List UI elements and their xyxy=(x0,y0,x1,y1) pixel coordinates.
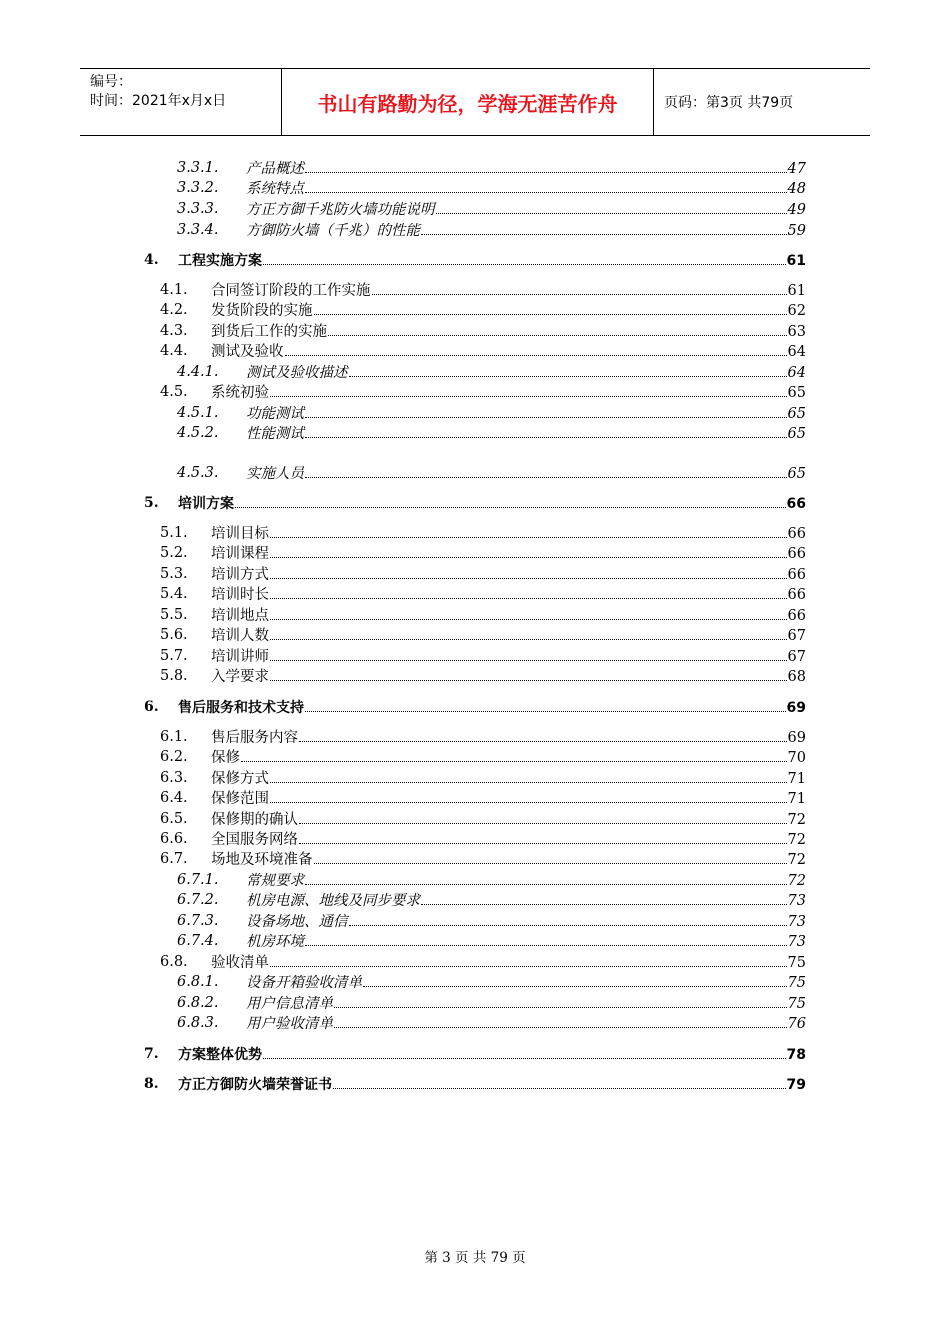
toc-entry[interactable] xyxy=(0,993,950,1013)
toc-entry-title: 功能测试 xyxy=(246,406,304,422)
toc-entry-line xyxy=(246,178,806,199)
toc-leader-dots xyxy=(349,911,787,926)
toc-entry[interactable] xyxy=(0,403,950,423)
toc-entry[interactable] xyxy=(0,1013,950,1033)
toc-entry[interactable] xyxy=(0,158,950,178)
toc-entry[interactable] xyxy=(0,220,950,240)
toc-entry-number: 4.1. xyxy=(160,282,188,298)
toc-entry-number: 5.4. xyxy=(160,586,188,602)
toc-leader-dots xyxy=(241,747,787,762)
toc-leader-dots xyxy=(305,403,787,418)
toc-entry-line xyxy=(246,911,806,932)
toc-entry-line xyxy=(246,870,806,891)
toc-entry[interactable] xyxy=(0,666,950,686)
toc-entry-number: 4. xyxy=(144,252,159,268)
toc-entry-line xyxy=(246,972,806,993)
toc-leader-dots xyxy=(235,493,786,508)
toc-entry-page: 62 xyxy=(787,303,806,319)
toc-entry-title: 设备开箱验收清单 xyxy=(246,975,362,991)
toc-entry-title: 全国服务网络 xyxy=(211,832,298,848)
toc-entry-title: 方正方御千兆防火墙功能说明 xyxy=(246,202,435,218)
toc-entry-number: 5.2. xyxy=(160,545,188,561)
toc-entry[interactable] xyxy=(0,625,950,645)
toc-entry-line xyxy=(211,849,806,870)
toc-entry-number: 8. xyxy=(144,1076,159,1092)
toc-entry-title: 入学要求 xyxy=(211,669,269,685)
toc-entry-line xyxy=(211,321,806,342)
toc-entry-number: 4.4.1. xyxy=(177,364,219,380)
toc-entry-number: 6.7.1. xyxy=(177,872,219,888)
toc-entry[interactable] xyxy=(0,646,950,666)
toc-leader-dots xyxy=(421,220,787,235)
toc-entry-page: 63 xyxy=(787,324,806,340)
toc-entry-number: 7. xyxy=(144,1046,159,1062)
toc-entry-page: 61 xyxy=(787,283,806,299)
toc-entry-number: 5.3. xyxy=(160,566,188,582)
toc-entry[interactable] xyxy=(0,382,950,402)
toc-leader-dots xyxy=(270,382,787,397)
toc-entry-page: 65 xyxy=(787,385,806,401)
toc-entry-line xyxy=(211,747,806,768)
toc-entry[interactable] xyxy=(0,1074,950,1094)
toc-entry-line xyxy=(178,1044,806,1065)
toc-entry-title: 机房环境 xyxy=(246,934,304,950)
toc-entry-line xyxy=(178,250,806,271)
toc-entry[interactable] xyxy=(0,199,950,219)
toc-leader-dots xyxy=(270,625,787,640)
toc-entry[interactable] xyxy=(0,697,950,717)
toc-entry-line xyxy=(211,280,806,301)
toc-entry-page: 67 xyxy=(787,649,806,665)
toc-entry-number: 6.8. xyxy=(160,954,188,970)
toc-leader-dots xyxy=(270,564,787,579)
toc-entry[interactable] xyxy=(0,952,950,972)
toc-entry-title: 保修 xyxy=(211,750,240,766)
toc-leader-dots xyxy=(305,463,787,478)
toc-entry-number: 6. xyxy=(144,699,159,715)
toc-entry[interactable] xyxy=(0,341,950,361)
toc-entry-line xyxy=(246,403,806,424)
toc-entry-title: 培训讲师 xyxy=(211,649,269,665)
toc-entry-number: 6.7.2. xyxy=(177,892,219,908)
toc-entry-title: 方御防火墙（千兆）的性能 xyxy=(246,223,420,239)
toc-leader-dots xyxy=(436,199,787,214)
toc-entry[interactable] xyxy=(0,788,950,808)
toc-entry-line xyxy=(246,158,806,179)
toc-entry-page: 66 xyxy=(786,496,806,512)
toc-entry-page: 65 xyxy=(787,426,806,442)
toc-leader-dots xyxy=(285,341,787,356)
toc-entry-number: 3.3.2. xyxy=(177,180,219,196)
toc-leader-dots xyxy=(299,829,787,844)
toc-entry-line xyxy=(246,199,806,220)
toc-leader-dots xyxy=(314,300,787,315)
toc-entry[interactable] xyxy=(0,809,950,829)
toc-entry-number: 6.4. xyxy=(160,790,188,806)
toc-entry-page: 72 xyxy=(787,873,806,889)
toc-entry-number: 4.5. xyxy=(160,384,188,400)
toc-entry[interactable] xyxy=(0,362,950,382)
toc-entry-line xyxy=(211,809,806,830)
toc-entry-page: 47 xyxy=(787,161,806,177)
page-header xyxy=(80,68,870,136)
toc-entry[interactable] xyxy=(0,972,950,992)
toc-leader-dots xyxy=(270,666,787,681)
toc-entry-line xyxy=(246,220,806,241)
toc-entry-title: 到货后工作的实施 xyxy=(211,324,327,340)
toc-entry-number: 4.4. xyxy=(160,343,188,359)
toc-entry-page: 75 xyxy=(787,996,806,1012)
toc-leader-dots xyxy=(305,423,787,438)
toc-entry[interactable] xyxy=(0,829,950,849)
toc-entry-page: 66 xyxy=(787,526,806,542)
toc-entry-page: 73 xyxy=(787,893,806,909)
toc-leader-dots xyxy=(299,809,787,824)
toc-entry-title: 实施人员 xyxy=(246,466,304,482)
toc-entry-title: 培训方案 xyxy=(178,496,234,512)
toc-entry-title: 系统初验 xyxy=(211,385,269,401)
toc-entry[interactable] xyxy=(0,463,950,483)
toc-entry-title: 设备场地、通信 xyxy=(246,914,348,930)
toc-entry[interactable] xyxy=(0,911,950,931)
toc-entry-page: 59 xyxy=(787,223,806,239)
toc-leader-dots xyxy=(349,362,787,377)
toc-entry-page: 66 xyxy=(787,608,806,624)
toc-entry[interactable] xyxy=(0,727,950,747)
document-code-label: 编号： xyxy=(90,74,132,90)
toc-entry-title: 培训人数 xyxy=(211,628,269,644)
toc-entry-page: 61 xyxy=(786,253,806,269)
toc-leader-dots xyxy=(314,849,787,864)
toc-entry-title: 培训目标 xyxy=(211,526,269,542)
toc-entry-number: 5.1. xyxy=(160,525,188,541)
toc-entry-title: 保修期的确认 xyxy=(211,812,298,828)
toc-entry-page: 48 xyxy=(787,181,806,197)
toc-entry-page: 66 xyxy=(787,567,806,583)
toc-entry-number: 5. xyxy=(144,495,159,511)
toc-leader-dots xyxy=(270,788,787,803)
toc-entry-line xyxy=(211,788,806,809)
toc-entry-line xyxy=(211,584,806,605)
toc-entry-title: 用户验收清单 xyxy=(246,1016,333,1032)
toc-entry-line xyxy=(246,931,806,952)
toc-entry-page: 69 xyxy=(786,700,806,716)
toc-entry-page: 76 xyxy=(787,1016,806,1032)
toc-entry-number: 3.3.3. xyxy=(177,201,219,217)
toc-entry-title: 验收清单 xyxy=(211,955,269,971)
toc-entry-line xyxy=(246,1013,806,1034)
toc-entry[interactable] xyxy=(0,768,950,788)
toc-entry-number: 6.3. xyxy=(160,770,188,786)
toc-entry-page: 73 xyxy=(787,914,806,930)
toc-entry-line xyxy=(246,890,806,911)
toc-entry-title: 培训地点 xyxy=(211,608,269,624)
toc-entry-number: 6.8.3. xyxy=(177,1015,219,1031)
toc-entry-page: 72 xyxy=(787,832,806,848)
toc-leader-dots xyxy=(270,584,787,599)
toc-entry-line xyxy=(211,952,806,973)
toc-entry-page: 65 xyxy=(787,466,806,482)
toc-entry-title: 常规要求 xyxy=(246,873,304,889)
toc-entry[interactable] xyxy=(0,564,950,584)
toc-entry-page: 71 xyxy=(787,771,806,787)
toc-entry-title: 培训课程 xyxy=(211,546,269,562)
toc-entry-line xyxy=(178,493,806,514)
toc-entry[interactable] xyxy=(0,543,950,563)
toc-entry-title: 保修方式 xyxy=(211,771,269,787)
toc-entry-title: 售后服务和技术支持 xyxy=(178,700,304,716)
toc-leader-dots xyxy=(270,543,787,558)
toc-entry-title: 产品概述 xyxy=(246,161,304,177)
toc-entry-line xyxy=(211,646,806,667)
header-meta xyxy=(80,69,281,135)
toc-entry-page: 49 xyxy=(787,202,806,218)
toc-entry[interactable] xyxy=(0,1044,950,1064)
toc-leader-dots xyxy=(334,993,787,1008)
toc-entry-title: 测试及验收 xyxy=(211,344,284,360)
toc-entry-line xyxy=(178,1074,806,1095)
toc-entry-number: 3.3.1. xyxy=(177,160,219,176)
toc-entry-title: 培训方式 xyxy=(211,567,269,583)
toc-entry-number: 6.1. xyxy=(160,729,188,745)
toc-entry-number: 6.2. xyxy=(160,749,188,765)
toc-entry-page: 66 xyxy=(787,546,806,562)
toc-entry-number: 6.7. xyxy=(160,851,188,867)
toc-entry-line xyxy=(178,697,806,718)
header-page-info: 页码：第3页 共79页 xyxy=(664,95,794,111)
toc-leader-dots xyxy=(333,1074,786,1089)
toc-entry-page: 78 xyxy=(786,1047,806,1063)
toc-leader-dots xyxy=(305,697,786,712)
toc-leader-dots xyxy=(328,321,787,336)
toc-entry-line xyxy=(211,523,806,544)
toc-entry-title: 系统特点 xyxy=(246,181,304,197)
toc-entry-line xyxy=(211,300,806,321)
toc-entry-page: 68 xyxy=(787,669,806,685)
toc-leader-dots xyxy=(299,727,787,742)
toc-entry[interactable] xyxy=(0,280,950,300)
toc-entry-page: 75 xyxy=(787,975,806,991)
toc-entry-number: 6.8.2. xyxy=(177,995,219,1011)
toc-leader-dots xyxy=(421,890,787,905)
toc-leader-dots xyxy=(270,605,787,620)
toc-leader-dots xyxy=(305,158,787,173)
toc-entry-line xyxy=(211,543,806,564)
toc-entry-page: 64 xyxy=(787,344,806,360)
toc-entry[interactable] xyxy=(0,493,950,513)
toc-leader-dots xyxy=(305,931,787,946)
toc-entry-title: 工程实施方案 xyxy=(178,253,262,269)
toc-entry-page: 72 xyxy=(787,852,806,868)
toc-leader-dots xyxy=(270,646,787,661)
toc-entry[interactable] xyxy=(0,300,950,320)
document-date: 时间：2021年x月x日 xyxy=(90,93,227,109)
toc-entry[interactable] xyxy=(0,584,950,604)
toc-entry-page: 72 xyxy=(787,812,806,828)
toc-entry-title: 场地及环境准备 xyxy=(211,852,313,868)
toc-entry-number: 6.8.1. xyxy=(177,974,219,990)
toc-entry-title: 机房电源、地线及同步要求 xyxy=(246,893,420,909)
toc-leader-dots xyxy=(270,523,787,538)
toc-entry-number: 5.8. xyxy=(160,668,188,684)
toc-entry-number: 4.3. xyxy=(160,323,188,339)
toc-entry-page: 65 xyxy=(787,406,806,422)
toc-entry-page: 64 xyxy=(787,365,806,381)
toc-entry-page: 66 xyxy=(787,587,806,603)
header-motto: 书山有路勤为径，学海无涯苦作舟 xyxy=(281,69,654,135)
toc-entry-title: 方案整体优势 xyxy=(178,1047,262,1063)
toc-leader-dots xyxy=(263,250,786,265)
toc-leader-dots xyxy=(372,280,787,295)
toc-entry[interactable] xyxy=(0,423,950,443)
toc-entry[interactable] xyxy=(0,747,950,767)
toc-entry-page: 70 xyxy=(787,750,806,766)
toc-entry-line xyxy=(211,605,806,626)
toc-entry-number: 4.5.1. xyxy=(177,405,219,421)
toc-leader-dots xyxy=(270,768,787,783)
toc-entry[interactable] xyxy=(0,523,950,543)
toc-entry-line xyxy=(246,463,806,484)
toc-entry[interactable] xyxy=(0,250,950,270)
toc-entry-title: 性能测试 xyxy=(246,426,304,442)
toc-entry-line xyxy=(246,362,806,383)
toc-entry-number: 4.5.2. xyxy=(177,425,219,441)
toc-entry-number: 6.7.4. xyxy=(177,933,219,949)
toc-entry-title: 保修范围 xyxy=(211,791,269,807)
toc-entry-number: 4.2. xyxy=(160,302,188,318)
toc-entry-number: 4.5.3. xyxy=(177,465,219,481)
toc-entry-title: 方正方御防火墙荣誉证书 xyxy=(178,1077,332,1093)
toc-entry-number: 5.7. xyxy=(160,648,188,664)
toc-entry[interactable] xyxy=(0,931,950,951)
toc-leader-dots xyxy=(334,1013,787,1028)
toc-entry-number: 5.6. xyxy=(160,627,188,643)
toc-entry-title: 培训时长 xyxy=(211,587,269,603)
toc-entry-title: 测试及验收描述 xyxy=(246,365,348,381)
toc-entry-line xyxy=(211,564,806,585)
toc-entry-page: 79 xyxy=(786,1077,806,1093)
toc-entry-number: 6.6. xyxy=(160,831,188,847)
toc-entry-line xyxy=(211,341,806,362)
toc-entry-number: 5.5. xyxy=(160,607,188,623)
toc-entry-title: 售后服务内容 xyxy=(211,730,298,746)
toc-entry[interactable] xyxy=(0,849,950,869)
toc-entry-line xyxy=(211,829,806,850)
toc-leader-dots xyxy=(270,952,787,967)
toc-entry[interactable] xyxy=(0,890,950,910)
toc-entry-number: 3.3.4. xyxy=(177,222,219,238)
toc-entry[interactable] xyxy=(0,605,950,625)
toc-entry-title: 发货阶段的实施 xyxy=(211,303,313,319)
toc-entry-line xyxy=(211,727,806,748)
toc-entry-page: 67 xyxy=(787,628,806,644)
page-footer: 第 3 页 共 79 页 xyxy=(424,1250,526,1266)
toc-entry-title: 用户信息清单 xyxy=(246,996,333,1012)
toc-entry-page: 73 xyxy=(787,934,806,950)
toc-entry-line xyxy=(246,423,806,444)
toc-entry-number: 6.5. xyxy=(160,811,188,827)
toc-entry-number: 6.7.3. xyxy=(177,913,219,929)
toc-entry-title: 合同签订阶段的工作实施 xyxy=(211,283,371,299)
toc-leader-dots xyxy=(305,870,787,885)
toc-entry[interactable] xyxy=(0,870,950,890)
toc-entry-page: 75 xyxy=(787,955,806,971)
toc-leader-dots xyxy=(363,972,787,987)
toc-entry[interactable] xyxy=(0,178,950,198)
toc-entry[interactable] xyxy=(0,321,950,341)
toc-entry-page: 71 xyxy=(787,791,806,807)
toc-entry-page: 69 xyxy=(787,730,806,746)
toc-entry-line xyxy=(211,382,806,403)
toc-entry-line xyxy=(211,666,806,687)
toc-entry-line xyxy=(211,768,806,789)
toc-leader-dots xyxy=(263,1044,786,1059)
toc-entry-line xyxy=(246,993,806,1014)
toc-leader-dots xyxy=(305,178,787,193)
toc-entry-line xyxy=(211,625,806,646)
